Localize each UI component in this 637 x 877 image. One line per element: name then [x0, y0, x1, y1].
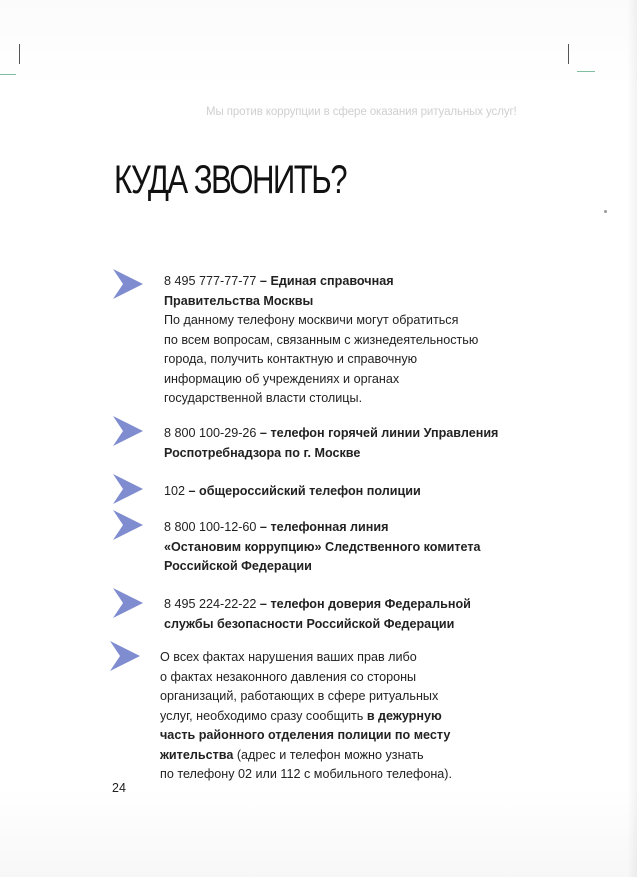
phone-number: 8 495 224-22-22: [164, 597, 257, 611]
page-number: 24: [112, 781, 126, 795]
item-emphasis: жительства: [160, 747, 234, 762]
item-desc-line: По данному телефону москвичи могут обратиться: [164, 313, 459, 327]
chevron-arrow-icon: [111, 414, 145, 448]
item-desc-line: по всем вопросам, связанным с жизнедеятельностью: [164, 332, 479, 347]
chevron-arrow-icon: [111, 508, 145, 542]
item-desc-text: услуг, необходимо сразу сообщить: [160, 708, 367, 723]
running-header: Мы против коррупции в сфере оказания ритуальных услуг!: [206, 106, 517, 118]
crop-mark-left: [19, 44, 20, 64]
item-heading-cont: Роспотребнадзора по г. Москве: [164, 445, 361, 460]
item-desc-line: информацию об учреждениях и органах: [164, 371, 400, 386]
item-desc-line: государственной власти столицы.: [164, 391, 363, 405]
item-heading-cont: службы безопасности Российской Федерации: [164, 616, 455, 631]
item-heading: – телефон доверия Федеральной: [256, 597, 471, 611]
chevron-arrow-icon: [111, 472, 145, 506]
page-edge-shadow: [627, 0, 637, 877]
item-desc-text: (адрес и телефон можно узнать: [233, 747, 424, 762]
phone-number: 102: [164, 484, 186, 498]
item-heading-cont: Российской Федерации: [164, 559, 312, 573]
item-heading: – телефонная линия: [256, 520, 389, 534]
item-desc-line: по телефону 02 или 112 с мобильного телефона).: [160, 767, 452, 781]
item-text: [164, 424, 498, 463]
item-text: [164, 518, 481, 577]
page-title: КУДА ЗВОНИТЬ?: [114, 158, 347, 202]
item-desc-line: города, получить контактную и справочную: [164, 352, 418, 366]
phone-number: 8 495 777-77-77: [164, 274, 257, 288]
item-heading-cont: «Остановим коррупцию» Следственного комитета: [164, 539, 481, 554]
item-text: [164, 595, 471, 634]
crop-mark-right-horizontal: [577, 71, 595, 72]
item-text: [164, 482, 421, 502]
item-desc-line: О всех фактах нарушения ваших прав либо: [160, 650, 417, 664]
item-emphasis: часть районного отделения полиции по месту: [160, 728, 451, 742]
item-text: [164, 272, 478, 409]
item-emphasis: в дежурную: [366, 708, 442, 723]
scan-speck: [604, 210, 607, 213]
chevron-arrow-icon: [111, 586, 145, 620]
item-heading: – Единая справочная: [256, 274, 394, 288]
item-desc-line: о фактах незаконного давления со стороны: [160, 669, 417, 684]
crop-mark-right: [568, 44, 569, 64]
item-desc-line: организаций, работающих в сфере ритуальных: [160, 689, 439, 703]
chevron-arrow-icon: [108, 639, 142, 673]
item-heading-cont: Правительства Москвы: [164, 293, 314, 308]
item-heading: – общероссийский телефон полиции: [185, 484, 421, 498]
crop-mark-left-horizontal: [0, 74, 16, 75]
phone-number: 8 800 100-29-26: [164, 426, 257, 440]
item-heading: – телефон горячей линии Управления: [256, 426, 499, 440]
phone-number: 8 800 100-12-60: [164, 520, 257, 534]
chevron-arrow-icon: [111, 267, 145, 301]
item-text: [160, 648, 452, 785]
